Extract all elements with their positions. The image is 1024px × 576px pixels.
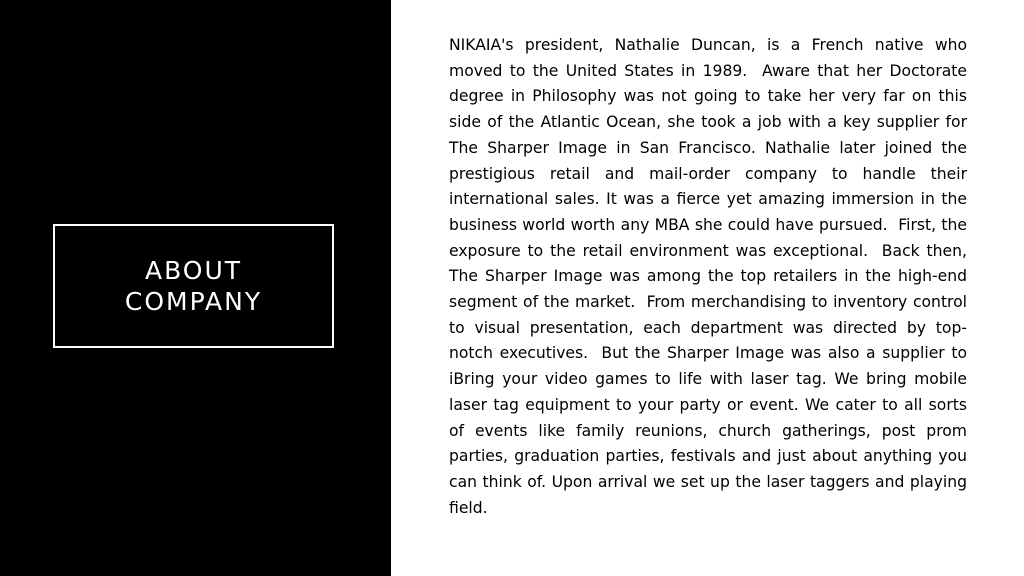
right-panel [391,0,1024,576]
slide-title: ABOUT COMPANY [124,256,263,316]
left-panel [0,0,391,576]
title-frame [53,224,334,348]
body-paragraph: NIKAIA's president, Nathalie Duncan, is a French native who moved to the United States in 1989. Aware that her Doctorate degree in Philosophy was not going to take her very far on this side of the Atlantic Ocean, she took a job with a key supplier for The Sharper Image in San Francisco. Nathalie later joined the prestigious retail and mail-order company to handle their international sales. It was a fierce yet amazing immersion in the business world worth any MBA she could have pursued. First, the exposure to the retail environment was exceptional. Back then, The Sharper Image was among the top retailers in the high-end segment of the market. From merchandising to inventory control to visual presentation, each department was directed by top-notch executives. But the Sharper Image was also a supplier to iBring your video games to life with laser tag. We bring mobile laser tag equipment to your party or event. We cater to all sorts of events like family reunions, church gatherings, post prom parties, graduation parties, festivals and just about anything you can think of. Upon arrival we set up the laser taggers and playing field. [449,36,972,517]
